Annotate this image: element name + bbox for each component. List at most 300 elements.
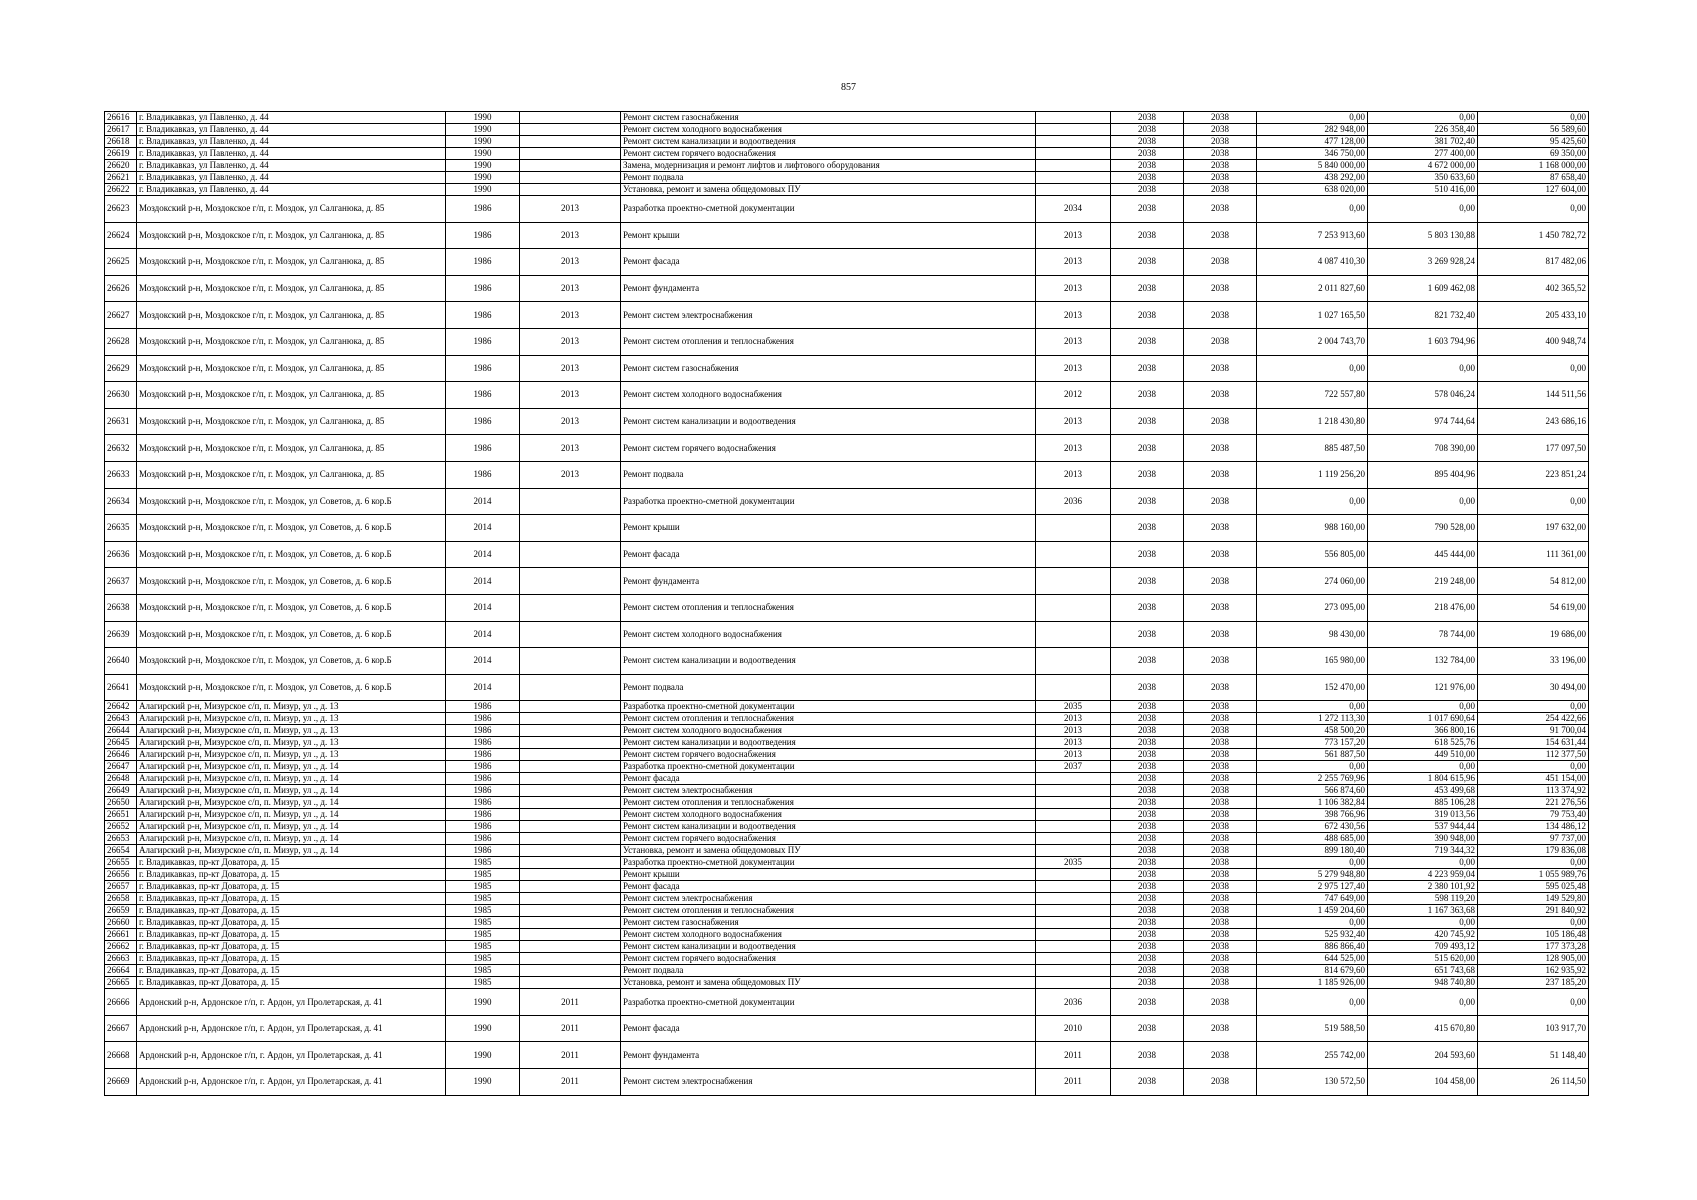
period-start-cell: 2038 — [1111, 965, 1184, 977]
fund-cost-cell: 708 390,00 — [1368, 435, 1478, 462]
period-end-cell: 2038 — [1184, 977, 1257, 989]
last-repair-year-cell: 2013 — [520, 461, 621, 488]
build-year-cell: 1985 — [446, 893, 520, 905]
period-end-cell: 2038 — [1184, 275, 1257, 302]
table-row — [105, 302, 1589, 329]
table-row — [105, 160, 1589, 172]
address-cell: г. Владикавказ, пр-кт Доватора, д. 15 — [137, 965, 446, 977]
period-start-cell: 2038 — [1111, 541, 1184, 568]
row-number-cell: 26616 — [105, 112, 137, 124]
work-type-cell: Ремонт фундамента — [621, 1042, 1036, 1069]
build-year-cell: 1986 — [446, 196, 520, 223]
address-cell: Моздокский р-н, Моздокское г/п, г. Моздок, ул Салганюка, д. 85 — [137, 408, 446, 435]
work-type-cell: Ремонт систем газоснабжения — [621, 112, 1036, 124]
table-body — [105, 112, 1589, 1096]
period-end-cell: 2038 — [1184, 196, 1257, 223]
last-repair-year-cell: 2013 — [520, 196, 621, 223]
address-cell: Алагирский р-н, Мизурское с/п, п. Мизур, ул ., д. 13 — [137, 701, 446, 713]
table-row — [105, 953, 1589, 965]
work-type-cell: Ремонт фундамента — [621, 275, 1036, 302]
address-cell: Моздокский р-н, Моздокское г/п, г. Моздок, ул Салганюка, д. 85 — [137, 275, 446, 302]
row-number-cell: 26667 — [105, 1015, 137, 1042]
fund-cost-cell: 219 248,00 — [1368, 568, 1478, 595]
period-start-cell: 2038 — [1111, 857, 1184, 869]
work-type-cell: Разработка проектно-сметной документации — [621, 857, 1036, 869]
period-start-cell: 2038 — [1111, 989, 1184, 1016]
owner-cost-cell: 1 168 000,00 — [1478, 160, 1589, 172]
row-number-cell: 26666 — [105, 989, 137, 1016]
owner-cost-cell: 162 935,92 — [1478, 965, 1589, 977]
table-row — [105, 845, 1589, 857]
planned-year-cell: 2034 — [1036, 196, 1111, 223]
address-cell: Алагирский р-н, Мизурское с/п, п. Мизур, ул ., д. 14 — [137, 833, 446, 845]
planned-year-cell: 2010 — [1036, 1015, 1111, 1042]
work-type-cell: Ремонт систем холодного водоснабжения — [621, 929, 1036, 941]
period-start-cell: 2038 — [1111, 435, 1184, 462]
address-cell: Алагирский р-н, Мизурское с/п, п. Мизур, ул ., д. 13 — [137, 713, 446, 725]
period-start-cell: 2038 — [1111, 382, 1184, 409]
total-cost-cell: 346 750,00 — [1257, 148, 1368, 160]
planned-year-cell — [1036, 929, 1111, 941]
work-type-cell: Ремонт систем горячего водоснабжения — [621, 749, 1036, 761]
address-cell: г. Владикавказ, пр-кт Доватора, д. 15 — [137, 905, 446, 917]
build-year-cell: 1986 — [446, 797, 520, 809]
row-number-cell: 26647 — [105, 761, 137, 773]
planned-year-cell — [1036, 785, 1111, 797]
period-end-cell: 2038 — [1184, 797, 1257, 809]
fund-cost-cell: 510 416,00 — [1368, 184, 1478, 196]
address-cell: г. Владикавказ, ул Павленко, д. 44 — [137, 112, 446, 124]
owner-cost-cell: 26 114,50 — [1478, 1069, 1589, 1096]
address-cell: г. Владикавказ, ул Павленко, д. 44 — [137, 136, 446, 148]
period-start-cell: 2038 — [1111, 869, 1184, 881]
table-row — [105, 821, 1589, 833]
total-cost-cell: 0,00 — [1257, 917, 1368, 929]
owner-cost-cell: 144 511,56 — [1478, 382, 1589, 409]
build-year-cell: 1986 — [446, 785, 520, 797]
row-number-cell: 26657 — [105, 881, 137, 893]
work-type-cell: Ремонт фасада — [621, 773, 1036, 785]
period-end-cell: 2038 — [1184, 541, 1257, 568]
total-cost-cell: 5 840 000,00 — [1257, 160, 1368, 172]
owner-cost-cell: 817 482,06 — [1478, 249, 1589, 276]
build-year-cell: 2014 — [446, 488, 520, 515]
build-year-cell: 2014 — [446, 674, 520, 701]
row-number-cell: 26634 — [105, 488, 137, 515]
planned-year-cell: 2035 — [1036, 857, 1111, 869]
last-repair-year-cell — [520, 112, 621, 124]
build-year-cell: 1985 — [446, 857, 520, 869]
table-row — [105, 1042, 1589, 1069]
work-type-cell: Ремонт систем отопления и теплоснабжения — [621, 905, 1036, 917]
row-number-cell: 26654 — [105, 845, 137, 857]
fund-cost-cell: 0,00 — [1368, 196, 1478, 223]
period-start-cell: 2038 — [1111, 594, 1184, 621]
table-row — [105, 648, 1589, 675]
last-repair-year-cell — [520, 148, 621, 160]
row-number-cell: 26664 — [105, 965, 137, 977]
last-repair-year-cell — [520, 701, 621, 713]
work-type-cell: Ремонт систем отопления и теплоснабжения — [621, 797, 1036, 809]
work-type-cell: Ремонт подвала — [621, 172, 1036, 184]
period-start-cell: 2038 — [1111, 881, 1184, 893]
address-cell: Алагирский р-н, Мизурское с/п, п. Мизур, ул ., д. 14 — [137, 821, 446, 833]
last-repair-year-cell — [520, 124, 621, 136]
row-number-cell: 26649 — [105, 785, 137, 797]
owner-cost-cell: 205 433,10 — [1478, 302, 1589, 329]
period-start-cell: 2038 — [1111, 515, 1184, 542]
period-start-cell: 2038 — [1111, 905, 1184, 917]
address-cell: Моздокский р-н, Моздокское г/п, г. Моздок, ул Салганюка, д. 85 — [137, 382, 446, 409]
work-type-cell: Установка, ремонт и замена общедомовых ПУ — [621, 184, 1036, 196]
fund-cost-cell: 4 223 959,04 — [1368, 869, 1478, 881]
period-end-cell: 2038 — [1184, 761, 1257, 773]
table-row — [105, 701, 1589, 713]
build-year-cell: 1986 — [446, 355, 520, 382]
total-cost-cell: 561 887,50 — [1257, 749, 1368, 761]
total-cost-cell: 1 119 256,20 — [1257, 461, 1368, 488]
period-end-cell: 2038 — [1184, 941, 1257, 953]
build-year-cell: 1985 — [446, 869, 520, 881]
build-year-cell: 1986 — [446, 222, 520, 249]
row-number-cell: 26651 — [105, 809, 137, 821]
planned-year-cell — [1036, 905, 1111, 917]
address-cell: Алагирский р-н, Мизурское с/п, п. Мизур, ул ., д. 14 — [137, 773, 446, 785]
address-cell: г. Владикавказ, пр-кт Доватора, д. 15 — [137, 977, 446, 989]
planned-year-cell — [1036, 621, 1111, 648]
owner-cost-cell: 95 425,60 — [1478, 136, 1589, 148]
build-year-cell: 1990 — [446, 148, 520, 160]
work-type-cell: Разработка проектно-сметной документации — [621, 989, 1036, 1016]
planned-year-cell: 2037 — [1036, 761, 1111, 773]
last-repair-year-cell — [520, 965, 621, 977]
address-cell: г. Владикавказ, ул Павленко, д. 44 — [137, 184, 446, 196]
total-cost-cell: 1 185 926,00 — [1257, 977, 1368, 989]
planned-year-cell: 2013 — [1036, 249, 1111, 276]
table-row — [105, 869, 1589, 881]
last-repair-year-cell — [520, 821, 621, 833]
build-year-cell: 1986 — [446, 761, 520, 773]
period-end-cell: 2038 — [1184, 184, 1257, 196]
fund-cost-cell: 1 609 462,08 — [1368, 275, 1478, 302]
planned-year-cell: 2013 — [1036, 408, 1111, 435]
build-year-cell: 2014 — [446, 515, 520, 542]
total-cost-cell: 165 980,00 — [1257, 648, 1368, 675]
build-year-cell: 1986 — [446, 737, 520, 749]
table-row — [105, 809, 1589, 821]
planned-year-cell — [1036, 833, 1111, 845]
work-type-cell: Ремонт систем холодного водоснабжения — [621, 725, 1036, 737]
planned-year-cell: 2013 — [1036, 749, 1111, 761]
row-number-cell: 26624 — [105, 222, 137, 249]
work-type-cell: Ремонт систем холодного водоснабжения — [621, 124, 1036, 136]
build-year-cell: 1986 — [446, 701, 520, 713]
owner-cost-cell: 0,00 — [1478, 761, 1589, 773]
planned-year-cell — [1036, 148, 1111, 160]
last-repair-year-cell — [520, 881, 621, 893]
last-repair-year-cell — [520, 136, 621, 148]
table-row — [105, 408, 1589, 435]
total-cost-cell: 773 157,20 — [1257, 737, 1368, 749]
planned-year-cell — [1036, 881, 1111, 893]
build-year-cell: 1990 — [446, 160, 520, 172]
table-row — [105, 857, 1589, 869]
fund-cost-cell: 578 046,24 — [1368, 382, 1478, 409]
planned-year-cell — [1036, 541, 1111, 568]
build-year-cell: 1986 — [446, 249, 520, 276]
table-row — [105, 749, 1589, 761]
period-start-cell: 2038 — [1111, 845, 1184, 857]
work-type-cell: Ремонт систем канализации и водоотведения — [621, 821, 1036, 833]
row-number-cell: 26663 — [105, 953, 137, 965]
period-end-cell: 2038 — [1184, 713, 1257, 725]
total-cost-cell: 282 948,00 — [1257, 124, 1368, 136]
period-start-cell: 2038 — [1111, 148, 1184, 160]
work-type-cell: Установка, ремонт и замена общедомовых ПУ — [621, 845, 1036, 857]
work-type-cell: Ремонт систем канализации и водоотведения — [621, 136, 1036, 148]
planned-year-cell: 2013 — [1036, 461, 1111, 488]
planned-year-cell: 2013 — [1036, 222, 1111, 249]
planned-year-cell: 2036 — [1036, 488, 1111, 515]
fund-cost-cell: 0,00 — [1368, 857, 1478, 869]
address-cell: Моздокский р-н, Моздокское г/п, г. Моздок, ул Советов, д. 6 кор.Б — [137, 674, 446, 701]
build-year-cell: 1986 — [446, 461, 520, 488]
owner-cost-cell: 111 361,00 — [1478, 541, 1589, 568]
period-end-cell: 2038 — [1184, 328, 1257, 355]
period-start-cell: 2038 — [1111, 184, 1184, 196]
total-cost-cell: 0,00 — [1257, 989, 1368, 1016]
last-repair-year-cell — [520, 594, 621, 621]
build-year-cell: 1985 — [446, 929, 520, 941]
address-cell: Алагирский р-н, Мизурское с/п, п. Мизур, ул ., д. 14 — [137, 761, 446, 773]
work-type-cell: Разработка проектно-сметной документации — [621, 488, 1036, 515]
work-type-cell: Ремонт систем горячего водоснабжения — [621, 833, 1036, 845]
fund-cost-cell: 445 444,00 — [1368, 541, 1478, 568]
total-cost-cell: 2 975 127,40 — [1257, 881, 1368, 893]
fund-cost-cell: 226 358,40 — [1368, 124, 1478, 136]
owner-cost-cell: 451 154,00 — [1478, 773, 1589, 785]
work-type-cell: Ремонт фасада — [621, 881, 1036, 893]
owner-cost-cell: 595 025,48 — [1478, 881, 1589, 893]
fund-cost-cell: 537 944,44 — [1368, 821, 1478, 833]
row-number-cell: 26652 — [105, 821, 137, 833]
work-type-cell: Ремонт подвала — [621, 674, 1036, 701]
period-start-cell: 2038 — [1111, 328, 1184, 355]
period-end-cell: 2038 — [1184, 833, 1257, 845]
build-year-cell: 1986 — [446, 821, 520, 833]
period-end-cell: 2038 — [1184, 621, 1257, 648]
last-repair-year-cell: 2013 — [520, 328, 621, 355]
fund-cost-cell: 3 269 928,24 — [1368, 249, 1478, 276]
owner-cost-cell: 113 374,92 — [1478, 785, 1589, 797]
build-year-cell: 1986 — [446, 713, 520, 725]
owner-cost-cell: 221 276,56 — [1478, 797, 1589, 809]
row-number-cell: 26630 — [105, 382, 137, 409]
address-cell: г. Владикавказ, ул Павленко, д. 44 — [137, 160, 446, 172]
period-start-cell: 2038 — [1111, 749, 1184, 761]
work-type-cell: Ремонт систем газоснабжения — [621, 917, 1036, 929]
address-cell: Моздокский р-н, Моздокское г/п, г. Моздок, ул Салганюка, д. 85 — [137, 328, 446, 355]
table-row — [105, 773, 1589, 785]
address-cell: Алагирский р-н, Мизурское с/п, п. Мизур, ул ., д. 14 — [137, 797, 446, 809]
owner-cost-cell: 30 494,00 — [1478, 674, 1589, 701]
period-end-cell: 2038 — [1184, 1015, 1257, 1042]
owner-cost-cell: 179 836,08 — [1478, 845, 1589, 857]
total-cost-cell: 672 430,56 — [1257, 821, 1368, 833]
total-cost-cell: 477 128,00 — [1257, 136, 1368, 148]
owner-cost-cell: 103 917,70 — [1478, 1015, 1589, 1042]
fund-cost-cell: 1 167 363,68 — [1368, 905, 1478, 917]
total-cost-cell: 886 866,40 — [1257, 941, 1368, 953]
last-repair-year-cell — [520, 833, 621, 845]
owner-cost-cell: 0,00 — [1478, 355, 1589, 382]
owner-cost-cell: 0,00 — [1478, 196, 1589, 223]
work-type-cell: Ремонт систем отопления и теплоснабжения — [621, 713, 1036, 725]
work-type-cell: Ремонт систем канализации и водоотведения — [621, 408, 1036, 435]
last-repair-year-cell: 2013 — [520, 355, 621, 382]
period-end-cell: 2038 — [1184, 222, 1257, 249]
total-cost-cell: 2 011 827,60 — [1257, 275, 1368, 302]
address-cell: Моздокский р-н, Моздокское г/п, г. Моздок, ул Советов, д. 6 кор.Б — [137, 594, 446, 621]
fund-cost-cell: 366 800,16 — [1368, 725, 1478, 737]
fund-cost-cell: 277 400,00 — [1368, 148, 1478, 160]
address-cell: Ардонский р-н, Ардонское г/п, г. Ардон, ул Пролетарская, д. 41 — [137, 1015, 446, 1042]
fund-cost-cell: 104 458,00 — [1368, 1069, 1478, 1096]
planned-year-cell — [1036, 965, 1111, 977]
owner-cost-cell: 79 753,40 — [1478, 809, 1589, 821]
planned-year-cell: 2013 — [1036, 725, 1111, 737]
work-type-cell: Ремонт систем электроснабжения — [621, 893, 1036, 905]
table-row — [105, 275, 1589, 302]
period-end-cell: 2038 — [1184, 488, 1257, 515]
last-repair-year-cell — [520, 941, 621, 953]
last-repair-year-cell — [520, 809, 621, 821]
work-type-cell: Ремонт подвала — [621, 965, 1036, 977]
total-cost-cell: 0,00 — [1257, 355, 1368, 382]
fund-cost-cell: 515 620,00 — [1368, 953, 1478, 965]
row-number-cell: 26639 — [105, 621, 137, 648]
fund-cost-cell: 415 670,80 — [1368, 1015, 1478, 1042]
address-cell: Моздокский р-н, Моздокское г/п, г. Моздок, ул Салганюка, д. 85 — [137, 249, 446, 276]
planned-year-cell — [1036, 648, 1111, 675]
row-number-cell: 26660 — [105, 917, 137, 929]
repair-schedule-table — [104, 111, 1589, 1096]
table-row — [105, 785, 1589, 797]
address-cell: Моздокский р-н, Моздокское г/п, г. Моздок, ул Советов, д. 6 кор.Б — [137, 568, 446, 595]
total-cost-cell: 1 027 165,50 — [1257, 302, 1368, 329]
planned-year-cell — [1036, 112, 1111, 124]
table-row — [105, 917, 1589, 929]
total-cost-cell: 556 805,00 — [1257, 541, 1368, 568]
fund-cost-cell: 948 740,80 — [1368, 977, 1478, 989]
period-start-cell: 2038 — [1111, 737, 1184, 749]
total-cost-cell: 273 095,00 — [1257, 594, 1368, 621]
total-cost-cell: 274 060,00 — [1257, 568, 1368, 595]
row-number-cell: 26619 — [105, 148, 137, 160]
table-row — [105, 355, 1589, 382]
total-cost-cell: 0,00 — [1257, 761, 1368, 773]
period-start-cell: 2038 — [1111, 953, 1184, 965]
build-year-cell: 1986 — [446, 773, 520, 785]
period-end-cell: 2038 — [1184, 461, 1257, 488]
period-start-cell: 2038 — [1111, 809, 1184, 821]
work-type-cell: Ремонт систем горячего водоснабжения — [621, 435, 1036, 462]
work-type-cell: Ремонт крыши — [621, 515, 1036, 542]
total-cost-cell: 814 679,60 — [1257, 965, 1368, 977]
total-cost-cell: 4 087 410,30 — [1257, 249, 1368, 276]
period-end-cell: 2038 — [1184, 355, 1257, 382]
address-cell: Моздокский р-н, Моздокское г/п, г. Моздок, ул Советов, д. 6 кор.Б — [137, 621, 446, 648]
row-number-cell: 26650 — [105, 797, 137, 809]
table-row — [105, 881, 1589, 893]
total-cost-cell: 1 106 382,84 — [1257, 797, 1368, 809]
build-year-cell: 1986 — [446, 725, 520, 737]
work-type-cell: Ремонт систем горячего водоснабжения — [621, 148, 1036, 160]
address-cell: Ардонский р-н, Ардонское г/п, г. Ардон, ул Пролетарская, д. 41 — [137, 1069, 446, 1096]
build-year-cell: 1990 — [446, 124, 520, 136]
period-end-cell: 2038 — [1184, 515, 1257, 542]
build-year-cell: 1990 — [446, 112, 520, 124]
address-cell: г. Владикавказ, пр-кт Доватора, д. 15 — [137, 869, 446, 881]
period-start-cell: 2038 — [1111, 929, 1184, 941]
table-row — [105, 965, 1589, 977]
build-year-cell: 1990 — [446, 136, 520, 148]
period-end-cell: 2038 — [1184, 112, 1257, 124]
planned-year-cell — [1036, 941, 1111, 953]
period-end-cell: 2038 — [1184, 408, 1257, 435]
owner-cost-cell: 0,00 — [1478, 989, 1589, 1016]
planned-year-cell: 2013 — [1036, 302, 1111, 329]
work-type-cell: Ремонт систем канализации и водоотведения — [621, 648, 1036, 675]
table-row — [105, 541, 1589, 568]
fund-cost-cell: 218 476,00 — [1368, 594, 1478, 621]
period-start-cell: 2038 — [1111, 568, 1184, 595]
period-end-cell: 2038 — [1184, 737, 1257, 749]
total-cost-cell: 885 487,50 — [1257, 435, 1368, 462]
last-repair-year-cell — [520, 172, 621, 184]
work-type-cell: Ремонт систем отопления и теплоснабжения — [621, 328, 1036, 355]
last-repair-year-cell — [520, 674, 621, 701]
work-type-cell: Ремонт систем канализации и водоотведения — [621, 941, 1036, 953]
row-number-cell: 26668 — [105, 1042, 137, 1069]
row-number-cell: 26635 — [105, 515, 137, 542]
row-number-cell: 26662 — [105, 941, 137, 953]
owner-cost-cell: 54 812,00 — [1478, 568, 1589, 595]
owner-cost-cell: 51 148,40 — [1478, 1042, 1589, 1069]
total-cost-cell: 638 020,00 — [1257, 184, 1368, 196]
row-number-cell: 26645 — [105, 737, 137, 749]
period-end-cell: 2038 — [1184, 124, 1257, 136]
fund-cost-cell: 204 593,60 — [1368, 1042, 1478, 1069]
period-end-cell: 2038 — [1184, 809, 1257, 821]
owner-cost-cell: 177 373,28 — [1478, 941, 1589, 953]
build-year-cell: 1985 — [446, 881, 520, 893]
table-row — [105, 725, 1589, 737]
total-cost-cell: 899 180,40 — [1257, 845, 1368, 857]
build-year-cell: 1985 — [446, 917, 520, 929]
row-number-cell: 26653 — [105, 833, 137, 845]
address-cell: г. Владикавказ, ул Павленко, д. 44 — [137, 172, 446, 184]
last-repair-year-cell: 2011 — [520, 989, 621, 1016]
address-cell: Алагирский р-н, Мизурское с/п, п. Мизур, ул ., д. 14 — [137, 809, 446, 821]
total-cost-cell: 98 430,00 — [1257, 621, 1368, 648]
build-year-cell: 1986 — [446, 302, 520, 329]
fund-cost-cell: 618 525,76 — [1368, 737, 1478, 749]
owner-cost-cell: 54 619,00 — [1478, 594, 1589, 621]
fund-cost-cell: 974 744,64 — [1368, 408, 1478, 435]
address-cell: г. Владикавказ, пр-кт Доватора, д. 15 — [137, 893, 446, 905]
period-start-cell: 2038 — [1111, 1069, 1184, 1096]
